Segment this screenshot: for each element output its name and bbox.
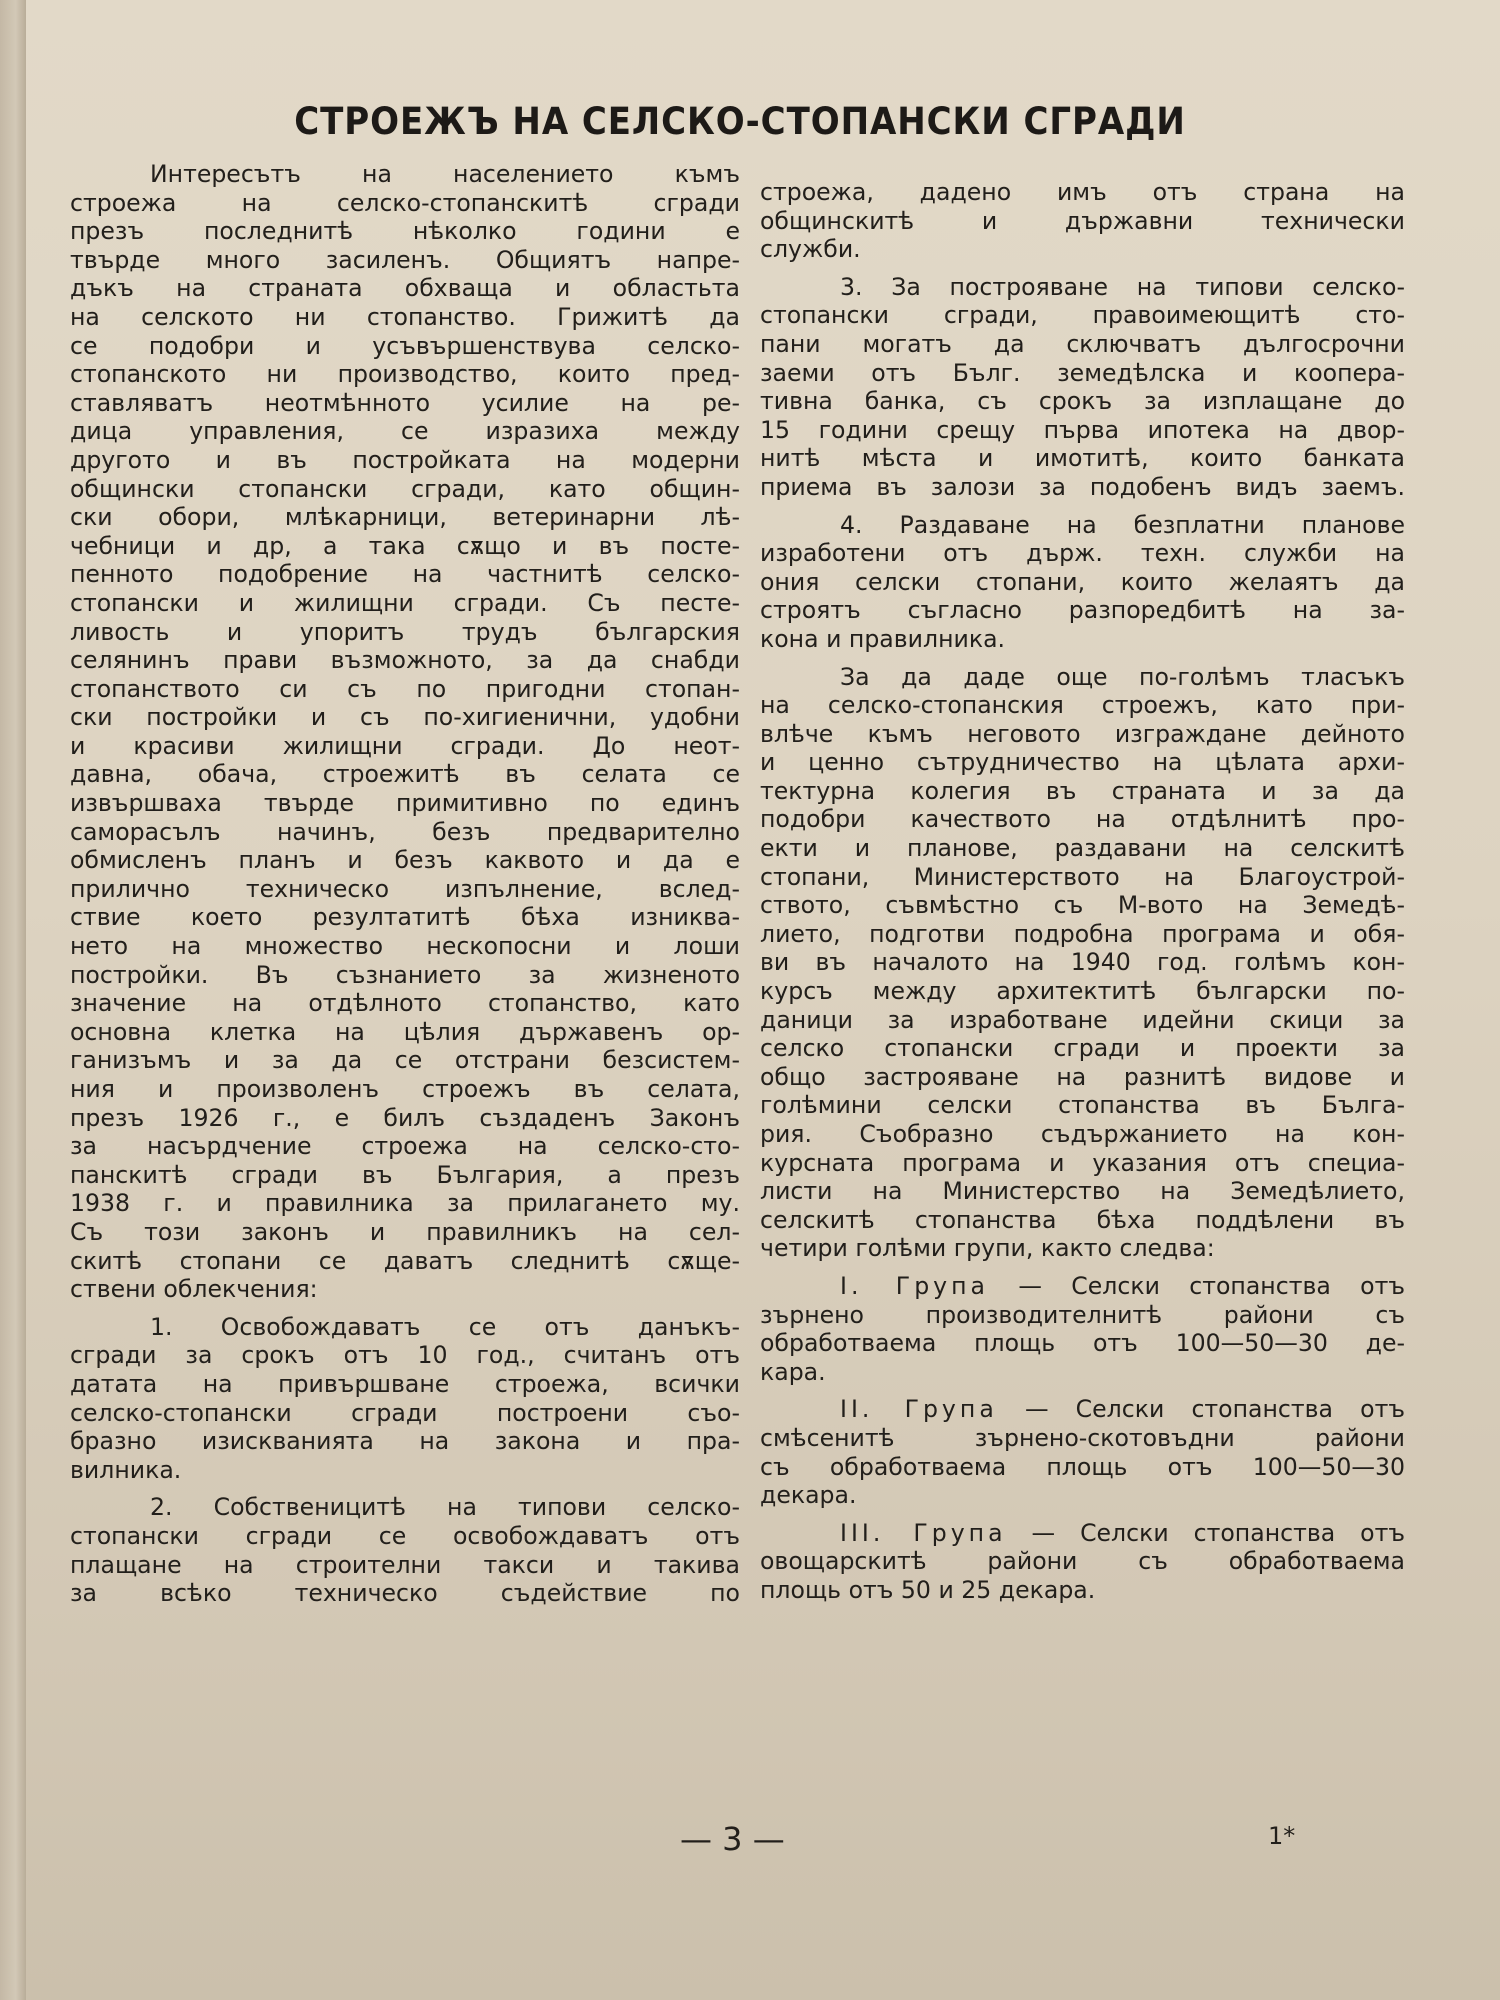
contest-paragraph — [760, 663, 1405, 1263]
text-line: За да даде още по-голѣмъ тласъкъ — [840, 662, 1405, 691]
text-line: 3. За построяване на типови селско- — [840, 272, 1405, 301]
signature-mark: 1* — [1268, 1822, 1296, 1850]
text-line: курсната програма и указания отъ специа- — [760, 1148, 1405, 1177]
text-line: подобри качеството на отдѣлнитѣ про- — [760, 805, 1405, 834]
text-line: презъ последнитѣ нѣколко години е — [70, 217, 740, 246]
text-line: влѣче къмъ неговото изграждане дейното — [760, 719, 1405, 748]
text-line: се подобри и усъвършенствува селско- — [70, 331, 740, 360]
list-item-1 — [70, 1313, 740, 1485]
text-line: нето на множество нескопосни и лоши — [70, 932, 740, 961]
previous-page-edge — [0, 0, 26, 2000]
left-column — [70, 160, 740, 1608]
text-line: стопански сгради, правоимеющитѣ сто- — [760, 301, 1405, 330]
text-line: заеми отъ Бълг. земедѣлска и коопера- — [760, 358, 1405, 387]
text-line: 15 години срещу първа ипотека на двор- — [760, 415, 1405, 444]
text-line: 1. Освобождаватъ се отъ данъкъ- — [150, 1312, 740, 1341]
list-item-2-continued — [760, 178, 1405, 264]
group-1-line: обработваема площь отъ 100—50—30 де- — [760, 1329, 1405, 1358]
text-line: основна клетка на цѣлия държавенъ ор- — [70, 1017, 740, 1046]
text-line: строежа на селско-стопанскитѣ сгради — [70, 188, 740, 217]
group-1 — [760, 1272, 1405, 1386]
text-line: значение на отдѣлното стопанство, като — [70, 989, 740, 1018]
text-line: сгради за срокъ отъ 10 год., считанъ отъ — [70, 1341, 740, 1370]
group-3-line: овощарскитѣ райони съ обработваема — [760, 1547, 1405, 1576]
text-line: плащане на строителни такси и такива — [70, 1550, 740, 1579]
text-line: извършваха твърде примитивно по единъ — [70, 789, 740, 818]
text-line: стопани, Министерството на Благоустрой- — [760, 862, 1405, 891]
text-line: стопанското ни производство, които пред- — [70, 360, 740, 389]
text-line: стопански сгради се освобождаватъ отъ — [70, 1521, 740, 1550]
text-line: вилника. — [70, 1455, 182, 1484]
text-line: общински стопански сгради, като общин- — [70, 474, 740, 503]
text-line: ствие което резултатитѣ бѣха изниква- — [70, 903, 740, 932]
text-line: ставляватъ неотмѣнното усилие на ре- — [70, 388, 740, 417]
text-line: дица управления, се изразиха между — [70, 417, 740, 446]
text-line: екти и планове, раздавани на селскитѣ — [760, 834, 1405, 863]
page-title: СТРОЕЖЪ НА СЕЛСКО-СТОПАНСКИ СГРАДИ — [294, 100, 1186, 143]
text-line: курсъ между архитектитѣ български по- — [760, 977, 1405, 1006]
text-line: презъ 1926 г., е билъ създаденъ Законъ — [70, 1103, 740, 1132]
group-1-line: зърнено производителнитѣ райони съ — [760, 1300, 1405, 1329]
text-line: ството, съвмѣстно съ М-вото на Земедѣ- — [760, 891, 1405, 920]
text-line: ния и произволенъ строежъ въ селата, — [70, 1075, 740, 1103]
text-line: стопански и жилищни сгради. Съ песте- — [70, 588, 740, 617]
right-column — [760, 178, 1405, 1605]
text-line: ви въ началото на 1940 год. голѣмъ кон- — [760, 948, 1405, 977]
list-item-4 — [760, 511, 1405, 654]
text-line: твърде много засиленъ. Общиятъ напре- — [70, 245, 740, 274]
text-line: общинскитѣ и държавни технически — [760, 206, 1405, 235]
group-3 — [760, 1519, 1405, 1605]
text-line: чебници и др, а така сѫщо и въ посте- — [70, 531, 740, 560]
intro-paragraph — [70, 160, 740, 1304]
group-1-heading-text: — Селски стопанства отъ — [1018, 1271, 1405, 1300]
text-line: Интересътъ на населението къмъ — [150, 160, 740, 188]
text-line: ливость и упоритъ трудъ българския — [70, 617, 740, 646]
text-line: ски обори, млѣкарници, ветеринарни лѣ- — [70, 503, 740, 532]
text-line: на селското ни стопанство. Грижитѣ да — [70, 302, 740, 331]
text-line: стопанството си съ по пригодни стопан- — [70, 674, 740, 703]
group-2-line: смѣсенитѣ зърнено-скотовъдни райони — [760, 1423, 1405, 1452]
text-line: ганизъмъ и за да се отстрани безсистем- — [70, 1046, 740, 1075]
text-line: селскитѣ стопанства бѣха поддѣлени въ — [760, 1205, 1405, 1234]
group-3-heading-text: — Селски стопанства отъ — [1031, 1518, 1406, 1547]
group-2 — [760, 1395, 1405, 1509]
group-1-heading — [760, 1272, 1405, 1301]
text-line: за всѣко техническо съдействие по — [70, 1579, 740, 1608]
text-line: Съ този законъ и правилникъ на сел- — [70, 1217, 740, 1246]
text-line: лието, подготви подробна програма и обя- — [760, 919, 1405, 948]
page-number: — 3 — — [680, 1820, 785, 1858]
text-line: пенното подобрение на частнитѣ селско- — [70, 560, 740, 589]
text-line: служби. — [760, 235, 861, 264]
group-2-heading-text: — Селски стопанства отъ — [1024, 1395, 1405, 1424]
text-line: приема въ залози за подобенъ видъ заемъ. — [760, 472, 1405, 501]
text-line: и красиви жилищни сгради. До неот- — [70, 731, 740, 760]
text-line: строятъ съгласно разпоредбитѣ на за- — [760, 596, 1405, 625]
text-line: изработени отъ държ. техн. служби на — [760, 539, 1405, 568]
text-line: скитѣ стопани се даватъ следнитѣ сѫще- — [70, 1246, 740, 1275]
text-line: на селско-стопанския строежъ, като при- — [760, 691, 1405, 720]
text-line: ония селски стопани, които желаятъ да — [760, 567, 1405, 596]
text-line: и ценно сътрудничество на цѣлата архи- — [760, 748, 1405, 777]
text-line: селско стопански сгради и проекти за — [760, 1034, 1405, 1063]
text-line: кона и правилника. — [760, 624, 1006, 653]
text-line: четири голѣми групи, както следва: — [760, 1234, 1215, 1263]
group-3-line: площь отъ 50 и 25 декара. — [760, 1575, 1096, 1604]
group-2-label: II. Група — [840, 1395, 998, 1424]
text-line: листи на Министерство на Земедѣлието, — [760, 1177, 1405, 1206]
text-line: голѣмини селски стопанства въ Бълга- — [760, 1091, 1405, 1120]
group-3-label: III. Група — [840, 1518, 1007, 1547]
text-line: строежа, дадено имъ отъ страна на — [760, 178, 1405, 206]
text-line: общо застрояване на разнитѣ видове и — [760, 1062, 1405, 1091]
group-2-heading — [760, 1395, 1405, 1424]
text-line: за насърдчение строежа на селско-сто- — [70, 1132, 740, 1161]
text-line: пани могатъ да сключватъ дългосрочни — [760, 329, 1405, 358]
group-2-line: декара. — [760, 1481, 857, 1510]
text-line: датата на привършване строежа, всички — [70, 1369, 740, 1398]
group-2-line: съ обработваема площь отъ 100—50—30 — [760, 1452, 1405, 1481]
text-line: рия. Съобразно съдържанието на кон- — [760, 1120, 1405, 1148]
text-line: бразно изискванията на закона и пра- — [70, 1427, 740, 1456]
text-line: селянинъ прави възможното, за да снабди — [70, 646, 740, 675]
text-line: 1938 г. и правилника за прилагането му. — [70, 1189, 740, 1218]
text-line: обмисленъ планъ и безъ каквото и да е — [70, 846, 740, 875]
text-line: ствени облекчения: — [70, 1275, 318, 1304]
text-line: саморасълъ начинъ, безъ предварително — [70, 817, 740, 846]
text-line: селско-стопански сгради построени съо- — [70, 1398, 740, 1427]
text-line: ски постройки и съ по-хигиенични, удобни — [70, 703, 740, 732]
text-line: другото и въ постройката на модерни — [70, 445, 740, 474]
list-item-2 — [70, 1493, 740, 1607]
text-line: 4. Раздаване на безплатни планове — [840, 510, 1405, 539]
group-1-line: кара. — [760, 1357, 826, 1386]
text-line: давна, обача, строежитѣ въ селата се — [70, 760, 740, 789]
group-3-heading — [760, 1519, 1405, 1548]
text-line: постройки. Въ съзнанието за жизненото — [70, 960, 740, 989]
text-line: тектурна колегия въ страната и за да — [760, 776, 1405, 805]
list-item-3 — [760, 273, 1405, 502]
text-line: прилично техническо изпълнение, вслед- — [70, 874, 740, 903]
text-line: 2. Собственицитѣ на типови селско- — [150, 1493, 740, 1522]
text-line: нитѣ мѣста и имотитѣ, които банката — [760, 444, 1405, 473]
text-line: даници за изработване идейни скици за — [760, 1005, 1405, 1034]
text-line: тивна банка, съ срокъ за изплащане до — [760, 387, 1405, 416]
group-1-label: I. Група — [840, 1271, 990, 1300]
text-line: панскитѣ сгради въ България, а презъ — [70, 1160, 740, 1189]
text-line: дъкъ на страната обхваща и областьта — [70, 274, 740, 303]
